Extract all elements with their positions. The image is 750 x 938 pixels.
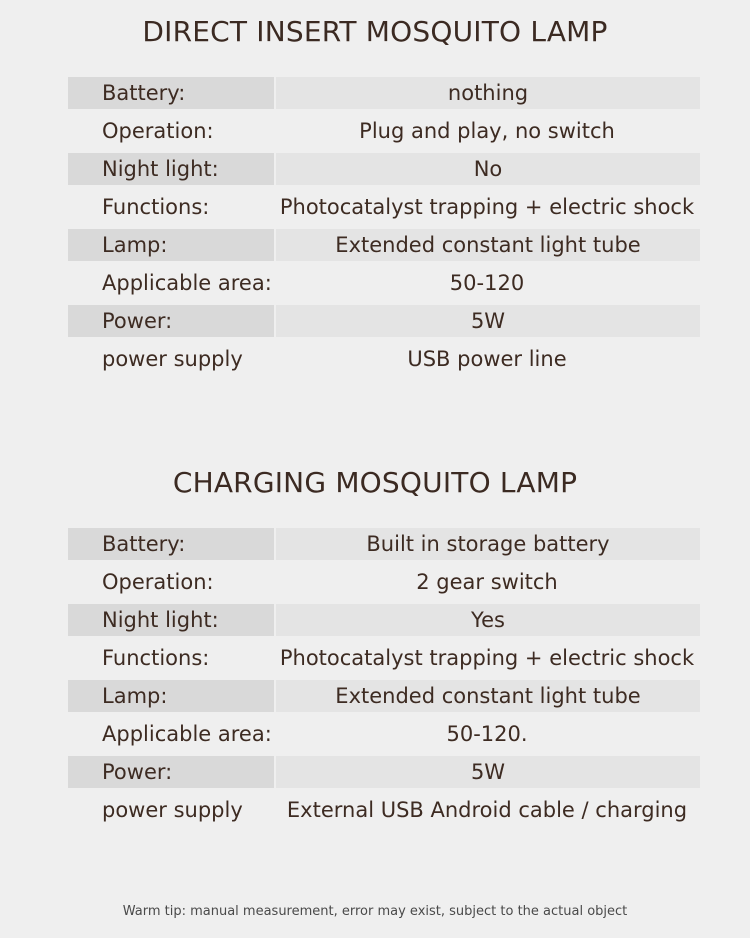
spec-value: 50-120 <box>449 271 525 295</box>
spec-row <box>68 639 700 677</box>
spec-row <box>68 715 700 753</box>
spec-row <box>68 340 700 378</box>
spec-value: Built in storage battery <box>276 528 700 560</box>
spec-label: power supply <box>102 798 243 822</box>
spec-row <box>68 188 700 226</box>
spec-value: Photocatalyst trapping + electric shock <box>279 646 695 670</box>
spec-row <box>68 677 700 715</box>
spec-label: Night light: <box>68 153 274 185</box>
spec-row <box>68 753 700 791</box>
spec-label: Functions: <box>102 646 210 670</box>
spec-value: Plug and play, no switch <box>359 119 615 143</box>
section-title-charging: CHARGING MOSQUITO LAMP <box>172 466 578 499</box>
spec-row <box>68 601 700 639</box>
spec-value: USB power line <box>407 347 567 371</box>
spec-row <box>68 150 700 188</box>
spec-value: 50-120. <box>446 722 528 746</box>
section-title-direct-insert: DIRECT INSERT MOSQUITO LAMP <box>142 15 608 48</box>
spec-label: power supply <box>102 347 243 371</box>
spec-label: Operation: <box>102 119 214 143</box>
spec-row <box>68 563 700 601</box>
spec-row <box>68 525 700 563</box>
spec-label: Battery: <box>68 528 274 560</box>
spec-label: Battery: <box>68 77 274 109</box>
spec-value: Extended constant light tube <box>276 680 700 712</box>
spec-value: Extended constant light tube <box>276 229 700 261</box>
footnote: Warm tip: manual measurement, error may exist, subject to the actual object <box>122 904 628 919</box>
spec-row <box>68 74 700 112</box>
spec-value: No <box>276 153 700 185</box>
spec-row <box>68 791 700 829</box>
spec-row <box>68 226 700 264</box>
spec-table-charging <box>68 525 700 829</box>
spec-row <box>68 302 700 340</box>
spec-row <box>68 264 700 302</box>
spec-value: External USB Android cable / charging <box>286 798 688 822</box>
spec-value: 5W <box>276 756 700 788</box>
spec-value: 2 gear switch <box>416 570 558 594</box>
spec-value: Photocatalyst trapping + electric shock <box>279 195 695 219</box>
spec-value: Yes <box>276 604 700 636</box>
spec-row <box>68 112 700 150</box>
spec-label: Power: <box>68 756 274 788</box>
spec-label: Lamp: <box>68 680 274 712</box>
spec-label: Lamp: <box>68 229 274 261</box>
spec-label: Functions: <box>102 195 210 219</box>
spec-label: Operation: <box>102 570 214 594</box>
spec-label: Power: <box>68 305 274 337</box>
spec-value: nothing <box>276 77 700 109</box>
spec-table-direct-insert <box>68 74 700 378</box>
spec-label: Night light: <box>68 604 274 636</box>
spec-label: Applicable area: <box>102 271 272 295</box>
spec-label: Applicable area: <box>102 722 272 746</box>
spec-value: 5W <box>276 305 700 337</box>
